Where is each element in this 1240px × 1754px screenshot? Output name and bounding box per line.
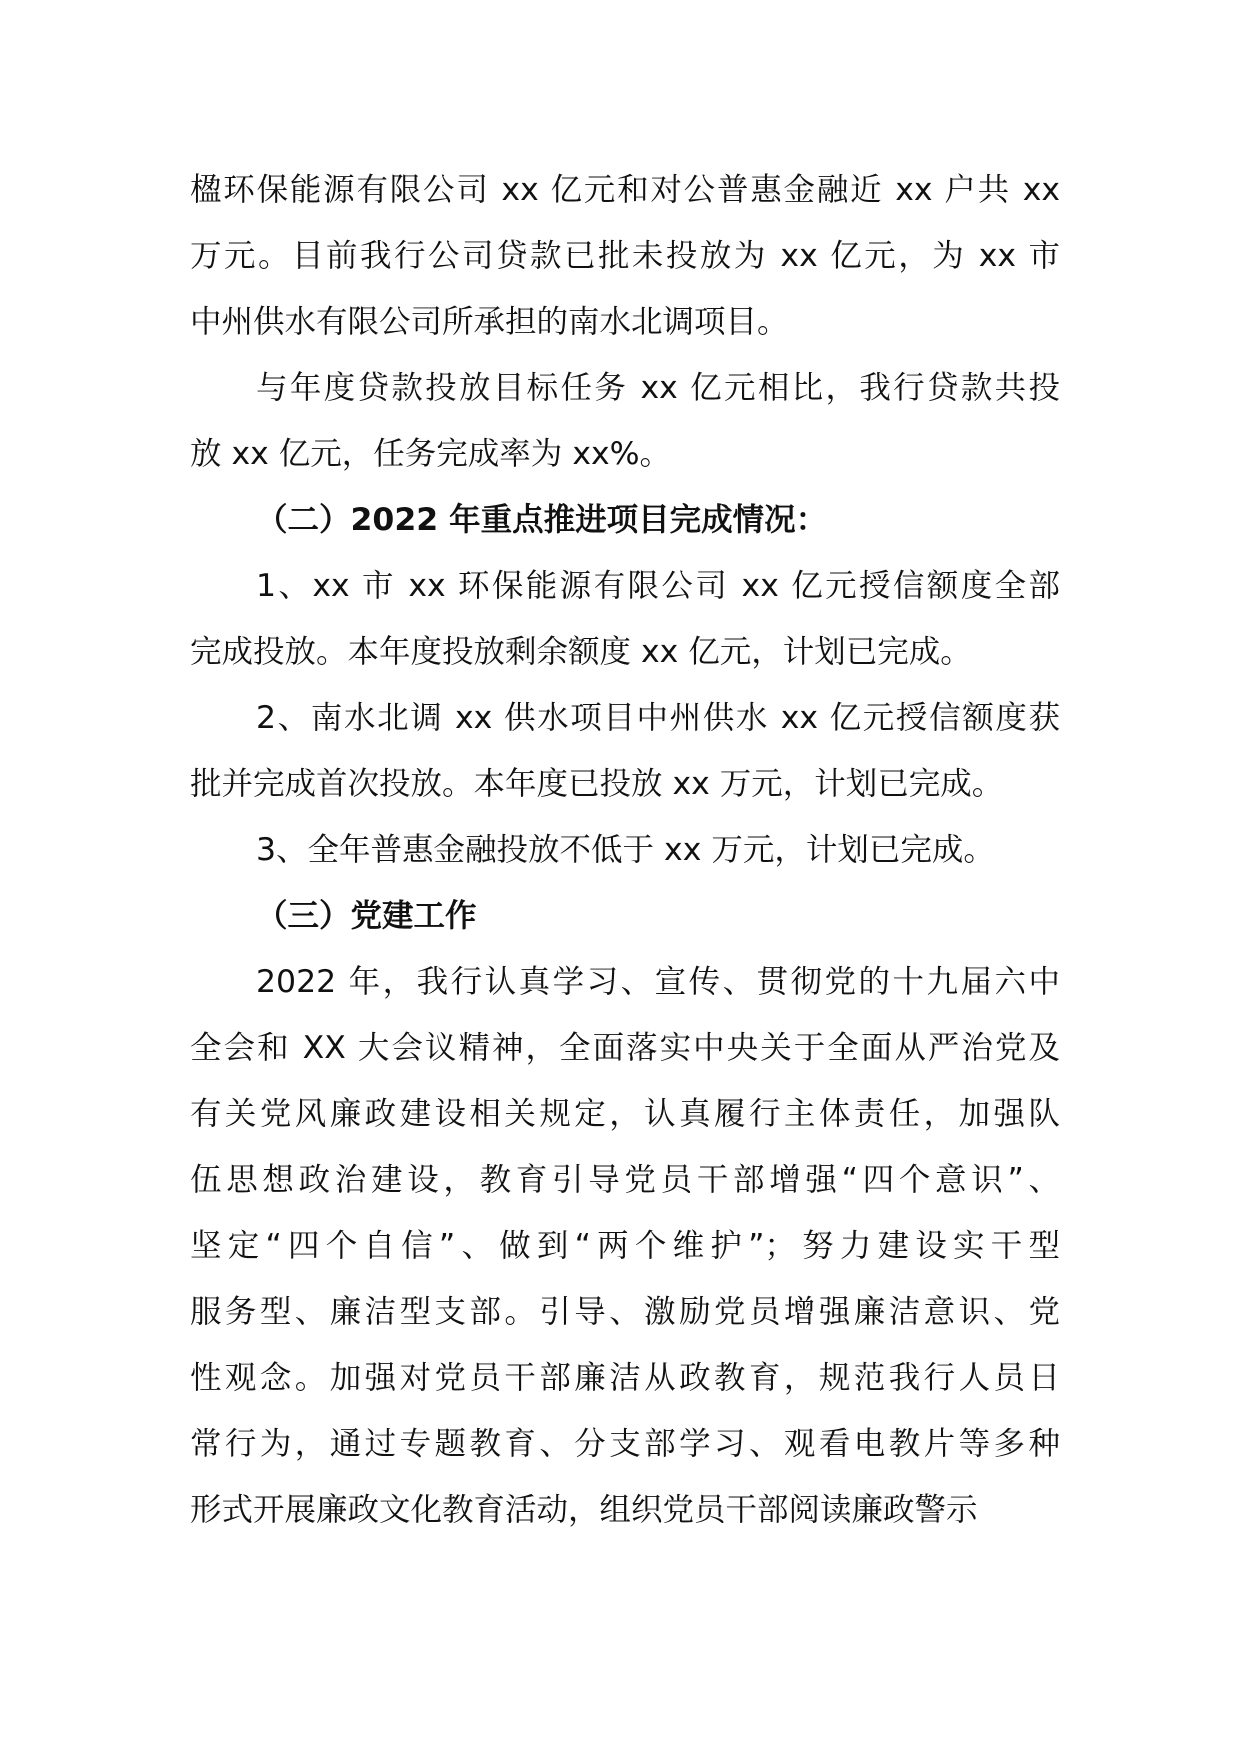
text-line: 2、南水北调 xx 供水项目中州供水 xx 亿元授信额度获	[256, 700, 1060, 736]
text-line: 性观念。加强对党员干部廉洁从政教育，规范我行人员日	[190, 1360, 1060, 1396]
text-line: 形式开展廉政文化教育活动，组织党员干部阅读廉政警示	[190, 1492, 978, 1528]
text-line: （三）党建工作	[256, 898, 477, 934]
text-line: 楹环保能源有限公司 xx 亿元和对公普惠金融近 xx 户共 xx	[190, 172, 1060, 208]
body-paragraph	[190, 355, 1060, 487]
text-line: 坚定“四个自信”、做到“两个维护”；努力建设实干型	[190, 1228, 1060, 1264]
body-paragraph	[190, 157, 1060, 355]
text-line: 服务型、廉洁型支部。引导、激励党员增强廉洁意识、党	[190, 1294, 1060, 1330]
text-line: 伍思想政治建设，教育引导党员干部增强“四个意识”、	[190, 1162, 1060, 1198]
body-paragraph	[190, 949, 1060, 1543]
text-line: 有关党风廉政建设相关规定，认真履行主体责任，加强队	[190, 1096, 1060, 1132]
body-paragraph	[190, 817, 1060, 883]
text-line: 2022 年，我行认真学习、宣传、贯彻党的十九届六中	[256, 964, 1060, 1000]
text-line: 3、全年普惠金融投放不低于 xx 万元，计划已完成。	[256, 832, 995, 868]
section-heading	[190, 883, 1060, 949]
section-heading	[190, 487, 1060, 553]
text-line: 全会和 XX 大会议精神，全面落实中央关于全面从严治党及	[190, 1030, 1060, 1066]
text-line: 常行为，通过专题教育、分支部学习、观看电教片等多种	[190, 1426, 1060, 1462]
body-paragraph	[190, 553, 1060, 685]
text-line: 1、xx 市 xx 环保能源有限公司 xx 亿元授信额度全部	[256, 568, 1060, 604]
text-line: 完成投放。本年度投放剩余额度 xx 亿元，计划已完成。	[190, 634, 972, 670]
text-line: 与年度贷款投放目标任务 xx 亿元相比，我行贷款共投	[256, 370, 1060, 406]
text-line: 万元。目前我行公司贷款已批未投放为 xx 亿元，为 xx 市	[190, 238, 1060, 274]
text-line: 批并完成首次投放。本年度已投放 xx 万元，计划已完成。	[190, 766, 1004, 802]
body-paragraph	[190, 685, 1060, 817]
text-line: （二）2022 年重点推进项目完成情况：	[256, 502, 828, 538]
document-page	[190, 157, 1060, 1543]
text-line: 放 xx 亿元，任务完成率为 xx%。	[190, 436, 672, 472]
text-line: 中州供水有限公司所承担的南水北调项目。	[190, 304, 789, 340]
